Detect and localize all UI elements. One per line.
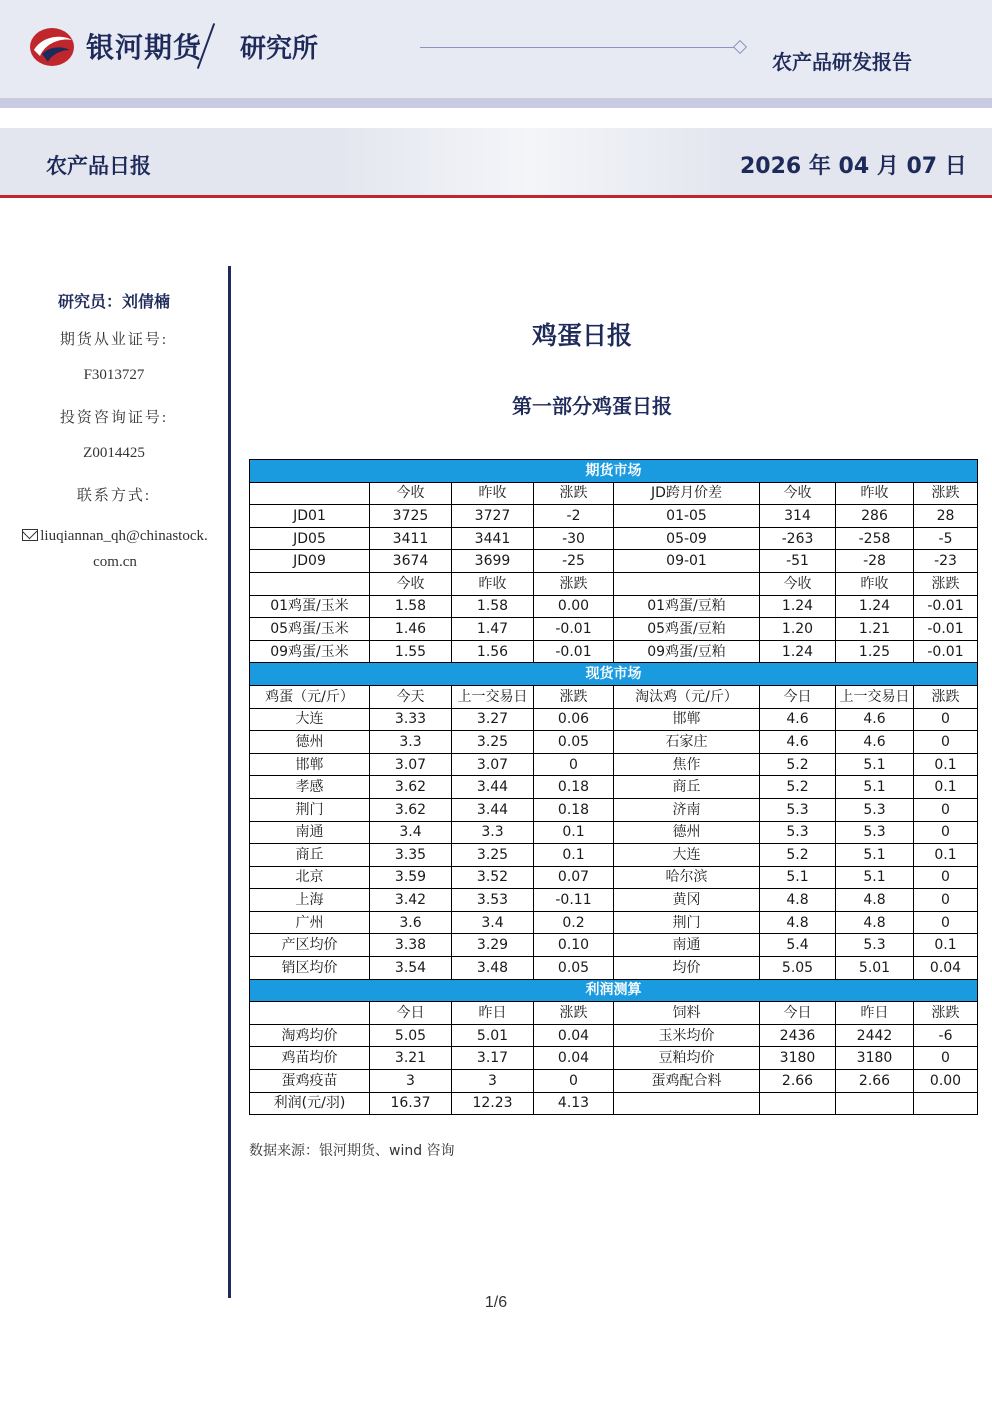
table-cell: 涨跌 bbox=[534, 1002, 614, 1025]
page-number: 1/6 bbox=[484, 1294, 508, 1311]
table-cell: -23 bbox=[914, 550, 978, 573]
table-cell: 0.04 bbox=[914, 957, 978, 980]
table-cell: 4.8 bbox=[836, 911, 914, 934]
table-cell: JD跨月价差 bbox=[614, 482, 760, 505]
sidebar-divider bbox=[228, 266, 231, 1298]
table-cell: 3180 bbox=[760, 1047, 836, 1070]
table-cell: 5.01 bbox=[452, 1024, 534, 1047]
table-cell: 昨日 bbox=[836, 1002, 914, 1025]
table-cell: -0.01 bbox=[914, 595, 978, 618]
section-header-row bbox=[250, 663, 978, 686]
table-cell: 鸡苗均价 bbox=[250, 1047, 370, 1070]
mail-icon bbox=[22, 529, 38, 541]
decorative-line bbox=[420, 47, 735, 48]
table-cell: 0.1 bbox=[914, 934, 978, 957]
table-row bbox=[250, 527, 978, 550]
table-cell: 16.37 bbox=[370, 1092, 452, 1115]
table-cell: 3.62 bbox=[370, 798, 452, 821]
table-cell: 0.04 bbox=[534, 1024, 614, 1047]
table-cell: 石家庄 bbox=[614, 731, 760, 754]
table-cell: 今天 bbox=[370, 685, 452, 708]
table-cell: 涨跌 bbox=[914, 482, 978, 505]
table-row bbox=[250, 1024, 978, 1047]
table-cell: 0.1 bbox=[914, 844, 978, 867]
table-cell: 蛋鸡配合料 bbox=[614, 1070, 760, 1093]
table-cell: 0.07 bbox=[534, 866, 614, 889]
table-cell: 鸡蛋（元/斤） bbox=[250, 685, 370, 708]
table-row bbox=[250, 844, 978, 867]
table-cell: -0.01 bbox=[914, 618, 978, 641]
table-cell: 今日 bbox=[760, 1002, 836, 1025]
table-cell: 均价 bbox=[614, 957, 760, 980]
table-cell: 上一交易日 bbox=[452, 685, 534, 708]
table-cell: 2.66 bbox=[760, 1070, 836, 1093]
table-cell: 0.18 bbox=[534, 776, 614, 799]
table-cell: -6 bbox=[914, 1024, 978, 1047]
table-row bbox=[250, 798, 978, 821]
table-cell: 5.3 bbox=[760, 798, 836, 821]
contact-label: 联系方式: bbox=[76, 488, 152, 504]
table-cell: 5.01 bbox=[836, 957, 914, 980]
table-cell: 玉米均价 bbox=[614, 1024, 760, 1047]
table-cell: -0.01 bbox=[534, 618, 614, 641]
table-cell: 3.6 bbox=[370, 911, 452, 934]
table-row bbox=[250, 866, 978, 889]
table-row bbox=[250, 753, 978, 776]
table-cell: 1.20 bbox=[760, 618, 836, 641]
table-cell: 5.2 bbox=[760, 753, 836, 776]
table-cell: 涨跌 bbox=[534, 685, 614, 708]
table-cell: JD09 bbox=[250, 550, 370, 573]
table-row bbox=[250, 776, 978, 799]
table-cell: 3 bbox=[452, 1070, 534, 1093]
table-cell: 09鸡蛋/豆粕 bbox=[614, 640, 760, 663]
table-cell: 北京 bbox=[250, 866, 370, 889]
section-header-row bbox=[250, 979, 978, 1002]
table-cell: 3.17 bbox=[452, 1047, 534, 1070]
table-cell: 3.53 bbox=[452, 889, 534, 912]
table-cell: 05鸡蛋/豆粕 bbox=[614, 618, 760, 641]
table-cell: 0.1 bbox=[534, 844, 614, 867]
table-cell: -263 bbox=[760, 527, 836, 550]
table-row bbox=[250, 640, 978, 663]
table-cell: 314 bbox=[760, 505, 836, 528]
table-cell: 5.05 bbox=[370, 1024, 452, 1047]
table-cell: 3.07 bbox=[370, 753, 452, 776]
table-cell: 0.2 bbox=[534, 911, 614, 934]
table-cell: 3180 bbox=[836, 1047, 914, 1070]
table-cell: 涨跌 bbox=[914, 572, 978, 595]
table-cell: 286 bbox=[836, 505, 914, 528]
table-cell: 4.8 bbox=[836, 889, 914, 912]
email-line-1: liuqiannan_qh@chinastock. bbox=[40, 528, 208, 544]
table-cell: 4.8 bbox=[760, 889, 836, 912]
table-cell bbox=[760, 1092, 836, 1115]
table-row bbox=[250, 708, 978, 731]
table-cell: 3.54 bbox=[370, 957, 452, 980]
table-cell: 4.8 bbox=[760, 911, 836, 934]
table-row bbox=[250, 595, 978, 618]
table-cell: 5.1 bbox=[836, 753, 914, 776]
galaxy-logo-icon bbox=[28, 26, 76, 68]
table-cell: 荆门 bbox=[614, 911, 760, 934]
table-cell: -0.11 bbox=[534, 889, 614, 912]
table-cell: 焦作 bbox=[614, 753, 760, 776]
main-title: 鸡蛋日报 bbox=[531, 321, 632, 350]
table-cell: 今收 bbox=[370, 482, 452, 505]
table-cell: 0 bbox=[914, 889, 978, 912]
section-header-row bbox=[250, 460, 978, 483]
table-header-row bbox=[250, 482, 978, 505]
table-cell: 1.24 bbox=[760, 640, 836, 663]
table-cell: 0.06 bbox=[534, 708, 614, 731]
table-cell: 0 bbox=[534, 1070, 614, 1093]
table-cell: JD01 bbox=[250, 505, 370, 528]
table-cell: 5.3 bbox=[836, 798, 914, 821]
consult-number: Z0014425 bbox=[83, 445, 145, 461]
email-line-2: com.cn bbox=[93, 554, 137, 570]
table-cell: 1.21 bbox=[836, 618, 914, 641]
table-cell: 01鸡蛋/豆粕 bbox=[614, 595, 760, 618]
table-cell: 今收 bbox=[760, 572, 836, 595]
table-cell: 5.1 bbox=[760, 866, 836, 889]
table-cell: -2 bbox=[534, 505, 614, 528]
table-cell: 3.44 bbox=[452, 776, 534, 799]
section-header: 现货市场 bbox=[250, 663, 978, 686]
table-cell: 3.35 bbox=[370, 844, 452, 867]
table-cell: 3.4 bbox=[452, 911, 534, 934]
table-cell: 3725 bbox=[370, 505, 452, 528]
table-cell: 5.05 bbox=[760, 957, 836, 980]
table-cell: 3699 bbox=[452, 550, 534, 573]
table-cell: -0.01 bbox=[534, 640, 614, 663]
consult-label: 投资咨询证号: bbox=[59, 410, 169, 426]
table-cell: 今日 bbox=[370, 1002, 452, 1025]
table-cell: 0 bbox=[914, 798, 978, 821]
table-cell: 黄冈 bbox=[614, 889, 760, 912]
section-subtitle: 第一部分鸡蛋日报 bbox=[512, 394, 672, 418]
table-cell: -25 bbox=[534, 550, 614, 573]
table-cell: 南通 bbox=[614, 934, 760, 957]
table-cell: 0.1 bbox=[534, 821, 614, 844]
table-cell: 昨收 bbox=[836, 572, 914, 595]
table-row bbox=[250, 618, 978, 641]
table-cell: 邯郸 bbox=[250, 753, 370, 776]
table-cell: 0 bbox=[914, 1047, 978, 1070]
table-cell: 1.24 bbox=[760, 595, 836, 618]
table-cell: 3674 bbox=[370, 550, 452, 573]
table-row bbox=[250, 934, 978, 957]
table-cell: 南通 bbox=[250, 821, 370, 844]
table-cell: 5.2 bbox=[760, 776, 836, 799]
table-cell: 3727 bbox=[452, 505, 534, 528]
table-cell: 涨跌 bbox=[914, 685, 978, 708]
table-cell: 4.6 bbox=[760, 731, 836, 754]
table-cell bbox=[914, 1092, 978, 1115]
table-cell: 3 bbox=[370, 1070, 452, 1093]
table-cell bbox=[250, 572, 370, 595]
table-cell: 05鸡蛋/玉米 bbox=[250, 618, 370, 641]
table-cell: 0.04 bbox=[534, 1047, 614, 1070]
department-name: 研究所 bbox=[240, 34, 319, 64]
table-cell: 5.1 bbox=[836, 866, 914, 889]
table-cell: 涨跌 bbox=[534, 482, 614, 505]
table-cell: 今收 bbox=[760, 482, 836, 505]
table-row bbox=[250, 550, 978, 573]
table-cell: JD05 bbox=[250, 527, 370, 550]
table-cell: 3.38 bbox=[370, 934, 452, 957]
header-divider bbox=[0, 98, 992, 108]
table-cell: 德州 bbox=[614, 821, 760, 844]
company-name: 银河期货 bbox=[86, 31, 203, 64]
table-cell: 4.13 bbox=[534, 1092, 614, 1115]
table-cell: 01-05 bbox=[614, 505, 760, 528]
table-cell: 荆门 bbox=[250, 798, 370, 821]
table-cell: 3.29 bbox=[452, 934, 534, 957]
table-cell: 09鸡蛋/玉米 bbox=[250, 640, 370, 663]
table-cell: 3.27 bbox=[452, 708, 534, 731]
table-cell: 5.3 bbox=[836, 821, 914, 844]
license-number: F3013727 bbox=[83, 367, 145, 383]
table-cell: 商丘 bbox=[614, 776, 760, 799]
table-cell: 2.66 bbox=[836, 1070, 914, 1093]
table-cell: 0.05 bbox=[534, 957, 614, 980]
table-row bbox=[250, 821, 978, 844]
table-cell: 0.00 bbox=[534, 595, 614, 618]
table-cell: 2436 bbox=[760, 1024, 836, 1047]
table-cell: -28 bbox=[836, 550, 914, 573]
table-cell: 涨跌 bbox=[534, 572, 614, 595]
table-cell: 3.44 bbox=[452, 798, 534, 821]
table-row bbox=[250, 889, 978, 912]
table-cell: 涨跌 bbox=[914, 1002, 978, 1025]
table-cell: -51 bbox=[760, 550, 836, 573]
title-band-red-line bbox=[0, 195, 992, 198]
table-cell: 5.1 bbox=[836, 776, 914, 799]
table-cell: 1.25 bbox=[836, 640, 914, 663]
table-cell: 5.4 bbox=[760, 934, 836, 957]
table-cell: 5.1 bbox=[836, 844, 914, 867]
table-cell: 饲料 bbox=[614, 1002, 760, 1025]
table-cell: 孝感 bbox=[250, 776, 370, 799]
title-band-decoration bbox=[330, 128, 730, 196]
table-cell: 1.55 bbox=[370, 640, 452, 663]
table-row bbox=[250, 731, 978, 754]
table-cell: 1.56 bbox=[452, 640, 534, 663]
table-cell: 2442 bbox=[836, 1024, 914, 1047]
table-cell: 0.05 bbox=[534, 731, 614, 754]
report-type: 农产品研发报告 bbox=[772, 50, 912, 74]
table-cell: 3.07 bbox=[452, 753, 534, 776]
table-cell: 3441 bbox=[452, 527, 534, 550]
table-cell: 3.3 bbox=[370, 731, 452, 754]
table-cell: 大连 bbox=[614, 844, 760, 867]
table-header-row bbox=[250, 572, 978, 595]
table-cell: 3.25 bbox=[452, 844, 534, 867]
section-header: 利润测算 bbox=[250, 979, 978, 1002]
section-header: 期货市场 bbox=[250, 460, 978, 483]
table-cell: 1.46 bbox=[370, 618, 452, 641]
table-cell: 1.47 bbox=[452, 618, 534, 641]
table-cell: 4.6 bbox=[836, 731, 914, 754]
email-contact[interactable] bbox=[10, 523, 220, 575]
table-cell: 0 bbox=[914, 911, 978, 934]
table-cell: 3.4 bbox=[370, 821, 452, 844]
report-date: 2026 年 04 月 07 日 bbox=[740, 154, 967, 179]
table-cell: 3.42 bbox=[370, 889, 452, 912]
table-cell: 淘鸡均价 bbox=[250, 1024, 370, 1047]
table-cell: 济南 bbox=[614, 798, 760, 821]
table-cell: 3.59 bbox=[370, 866, 452, 889]
table-cell: 昨收 bbox=[452, 482, 534, 505]
table-cell: 大连 bbox=[250, 708, 370, 731]
table-cell: 01鸡蛋/玉米 bbox=[250, 595, 370, 618]
table-cell: 3.48 bbox=[452, 957, 534, 980]
table-row bbox=[250, 957, 978, 980]
table-row bbox=[250, 1070, 978, 1093]
table-cell: 商丘 bbox=[250, 844, 370, 867]
table-row bbox=[250, 911, 978, 934]
table-cell: 上一交易日 bbox=[836, 685, 914, 708]
table-cell bbox=[250, 1002, 370, 1025]
table-cell: 5.2 bbox=[760, 844, 836, 867]
table-cell: 0.10 bbox=[534, 934, 614, 957]
license-label: 期货从业证号: bbox=[59, 332, 169, 348]
table-cell: 德州 bbox=[250, 731, 370, 754]
table-cell: 广州 bbox=[250, 911, 370, 934]
table-row bbox=[250, 505, 978, 528]
table-cell: 豆粕均价 bbox=[614, 1047, 760, 1070]
researcher-name: 研究员：刘倩楠 bbox=[57, 292, 170, 311]
table-cell bbox=[614, 572, 760, 595]
table-cell bbox=[250, 482, 370, 505]
table-cell: 0.00 bbox=[914, 1070, 978, 1093]
table-cell: 今收 bbox=[370, 572, 452, 595]
table-cell bbox=[836, 1092, 914, 1115]
table-cell: 3.3 bbox=[452, 821, 534, 844]
table-cell: 利润(元/羽) bbox=[250, 1092, 370, 1115]
table-cell: 4.6 bbox=[760, 708, 836, 731]
data-source: 数据来源：银河期货、wind 咨询 bbox=[249, 1143, 455, 1159]
table-row bbox=[250, 1092, 978, 1115]
table-cell: 0 bbox=[534, 753, 614, 776]
table-header-row bbox=[250, 685, 978, 708]
table-cell: 3.62 bbox=[370, 776, 452, 799]
table-cell: 1.58 bbox=[370, 595, 452, 618]
daily-report-title: 农产品日报 bbox=[46, 154, 151, 178]
table-cell: 4.6 bbox=[836, 708, 914, 731]
table-cell: 12.23 bbox=[452, 1092, 534, 1115]
table-cell: 0 bbox=[914, 708, 978, 731]
table-cell: 1.58 bbox=[452, 595, 534, 618]
table-cell: 哈尔滨 bbox=[614, 866, 760, 889]
table-cell: 0 bbox=[914, 731, 978, 754]
table-header-row bbox=[250, 1002, 978, 1025]
table-cell: 5.3 bbox=[836, 934, 914, 957]
table-cell: 邯郸 bbox=[614, 708, 760, 731]
table-cell: -30 bbox=[534, 527, 614, 550]
table-cell: -5 bbox=[914, 527, 978, 550]
table-cell: 淘汰鸡（元/斤） bbox=[614, 685, 760, 708]
table-cell: 昨日 bbox=[452, 1002, 534, 1025]
table-cell: 05-09 bbox=[614, 527, 760, 550]
table-cell: 昨收 bbox=[452, 572, 534, 595]
egg-data-table bbox=[249, 459, 978, 1115]
table-cell: 销区均价 bbox=[250, 957, 370, 980]
table-cell: 5.3 bbox=[760, 821, 836, 844]
table-cell: 28 bbox=[914, 505, 978, 528]
table-cell: 3.21 bbox=[370, 1047, 452, 1070]
table-cell: 上海 bbox=[250, 889, 370, 912]
table-cell: 0.1 bbox=[914, 753, 978, 776]
table-cell: 蛋鸡疫苗 bbox=[250, 1070, 370, 1093]
table-row bbox=[250, 1047, 978, 1070]
table-cell: 09-01 bbox=[614, 550, 760, 573]
table-cell: 3.52 bbox=[452, 866, 534, 889]
table-cell: 0 bbox=[914, 821, 978, 844]
table-cell: 1.24 bbox=[836, 595, 914, 618]
table-cell: -0.01 bbox=[914, 640, 978, 663]
table-cell: 昨收 bbox=[836, 482, 914, 505]
table-cell: 3411 bbox=[370, 527, 452, 550]
table-cell bbox=[614, 1092, 760, 1115]
table-cell: 产区均价 bbox=[250, 934, 370, 957]
table-cell: 3.25 bbox=[452, 731, 534, 754]
table-cell: 3.33 bbox=[370, 708, 452, 731]
table-cell: 今日 bbox=[760, 685, 836, 708]
table-cell: 0.18 bbox=[534, 798, 614, 821]
table-cell: 0 bbox=[914, 866, 978, 889]
table-cell: -258 bbox=[836, 527, 914, 550]
table-cell: 0.1 bbox=[914, 776, 978, 799]
